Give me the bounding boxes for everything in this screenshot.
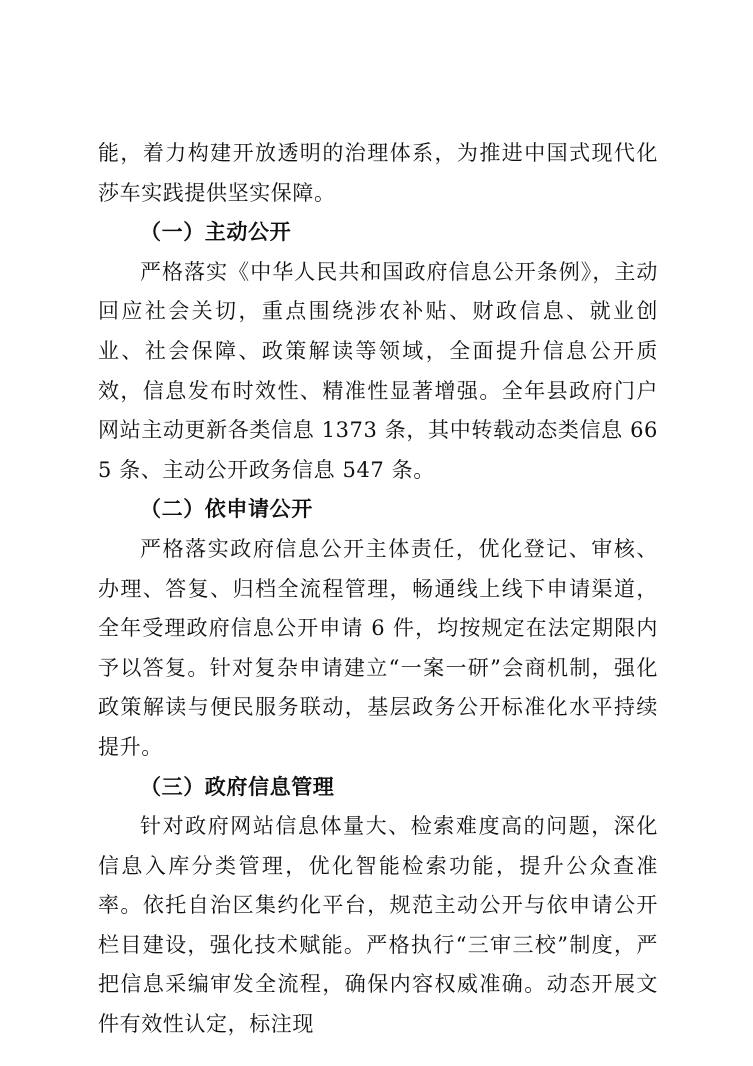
paragraph-information-management: 针对政府网站信息体量大、检索难度高的问题，深化信息入库分类管理，优化智能检索功能，提升公众查准率。依托自治区集约化平台，规范主动公开与依申请公开栏目建设，强化技术赋能。严格执行“三审三校”制度，严把信息采编审发全流程，确保内容权威准确。动态开展文件有效性认定，标注现 <box>98 814 658 1037</box>
paragraph-active-disclosure: 严格落实《中华人民共和国政府信息公开条例》，主动回应社会关切，重点围绕涉农补贴、财政信息、就业创业、社会保障、政策解读等领域，全面提升信息公开质效，信息发布时效性、精准性显著增强。全年县政府门户网站主动更新各类信息 1373 条，其中转载动态类信息 665 条、主动公开政务信息 547 条。 <box>98 259 658 482</box>
document-body <box>98 134 658 1045</box>
paragraph-continuation: 能，着力构建开放透明的治理体系，为推进中国式现代化莎车实践提供坚实保障。 <box>98 141 658 205</box>
section-heading-disclosure-on-request: （二）依申请公开 <box>140 497 313 522</box>
section-heading-information-management: （三）政府信息管理 <box>140 774 335 799</box>
paragraph-disclosure-on-request: 严格落实政府信息公开主体责任，优化登记、审核、办理、答复、归档全流程管理，畅通线上线下申请渠道，全年受理政府信息公开申请 6 件，均按规定在法定期限内予以答复。针对复杂申请建立“一案一研”会商机制，强化政策解读与便民服务联动，基层政务公开标准化水平持续提升。 <box>98 536 658 759</box>
section-heading-active-disclosure: （一）主动公开 <box>140 220 292 245</box>
